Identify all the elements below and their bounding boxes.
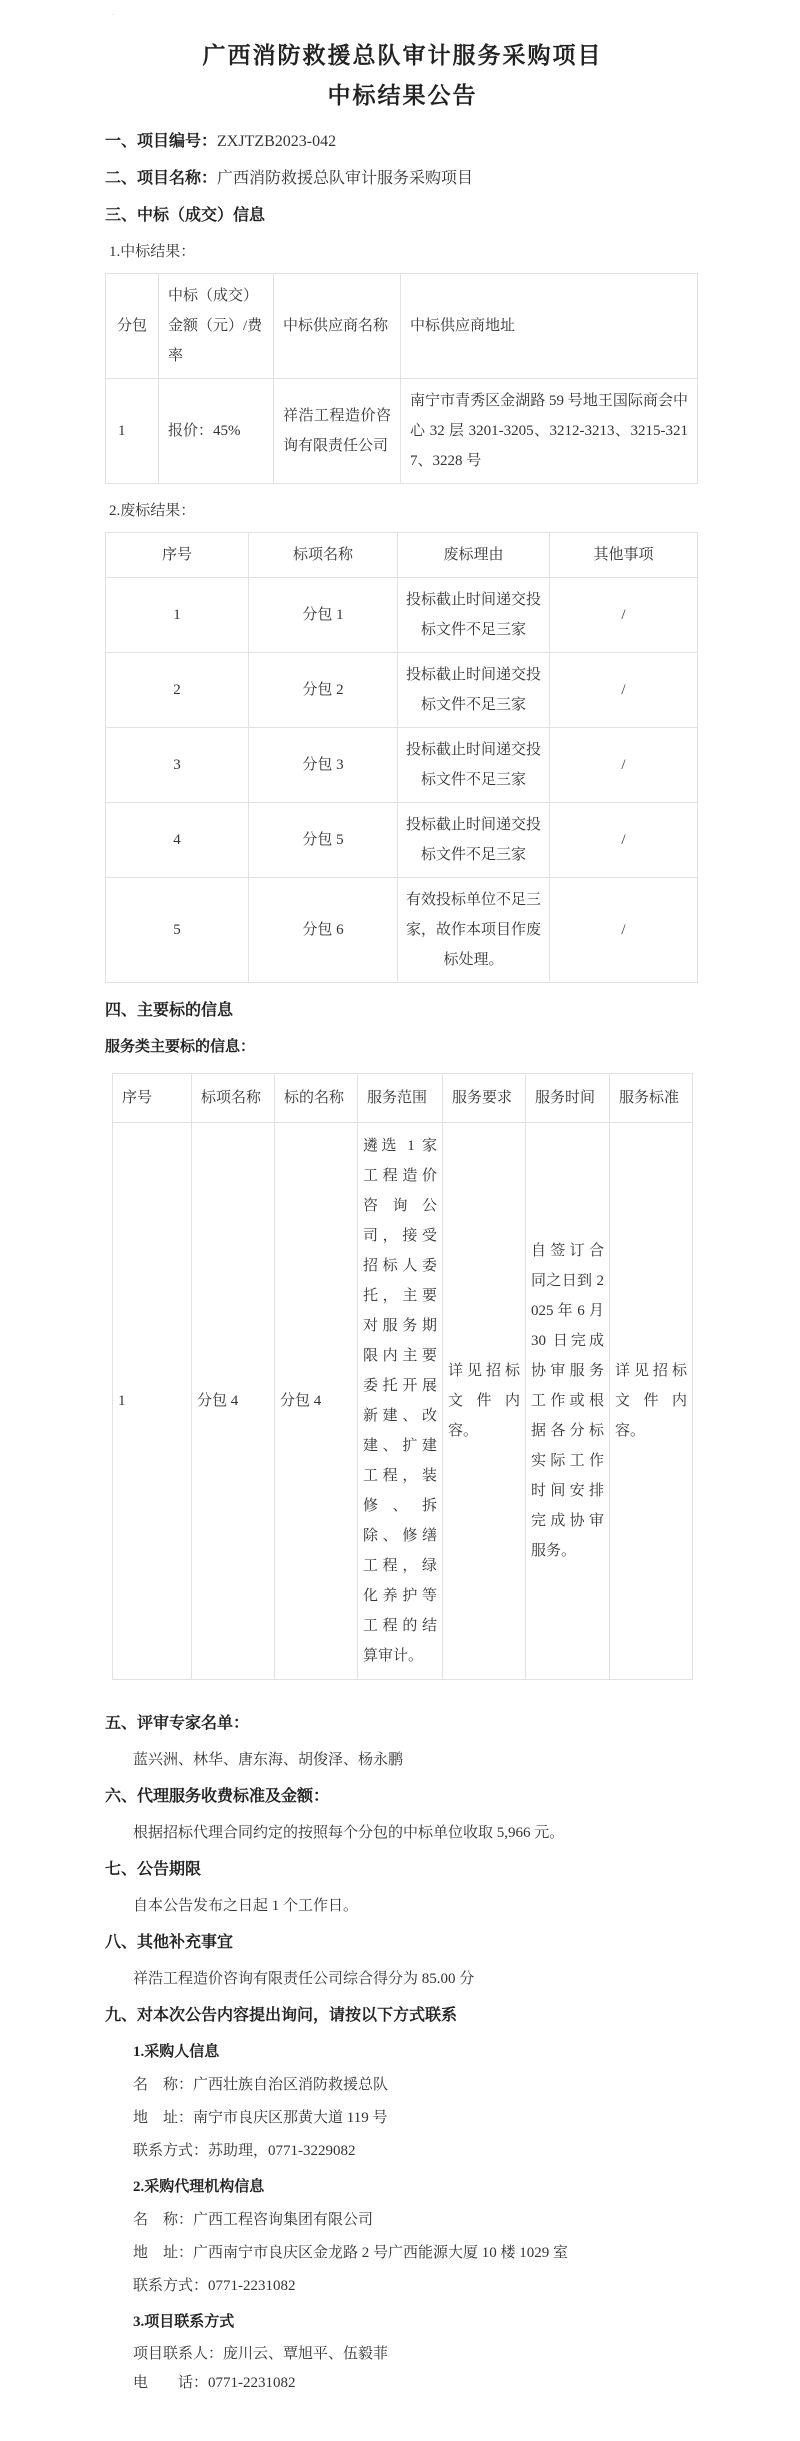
column-header: 序号 — [106, 533, 249, 578]
column-header: 分包 — [106, 274, 159, 379]
project-contact-title: 3.项目联系方式 — [133, 2314, 235, 2330]
column-header: 其他事项 — [550, 533, 698, 578]
supplier-name-cell: 祥浩工程造价咨询有限责任公司 — [274, 379, 401, 484]
award-result-subtitle: 1.中标结果： — [109, 244, 196, 260]
purchaser-info-title: 1.采购人信息 — [133, 2044, 220, 2060]
seq-cell: 5 — [106, 878, 249, 983]
other-cell: / — [550, 578, 698, 653]
reason-cell: 投标截止时间递交投标文件不足三家 — [398, 803, 550, 878]
agency-name: 名 称：广西工程咨询集团有限公司 — [133, 2212, 374, 2228]
table-row — [106, 728, 698, 803]
table-row — [106, 578, 698, 653]
experts-names: 蓝兴洲、林华、唐东海、胡俊泽、杨永鹏 — [133, 1752, 404, 1768]
lot-name-cell: 分包 4 — [192, 1123, 275, 1680]
seq-cell: 1 — [113, 1123, 192, 1680]
lot-name-cell: 分包 5 — [249, 803, 398, 878]
award-result-table — [105, 273, 698, 484]
purchaser-phone: 联系方式：苏助理，0771-3229082 — [133, 2143, 356, 2159]
table-row — [106, 653, 698, 728]
table-row — [106, 379, 698, 484]
other-cell: / — [550, 728, 698, 803]
column-header: 序号 — [113, 1074, 192, 1123]
project-name-value: 广西消防救援总队审计服务采购项目 — [217, 170, 474, 187]
seq-cell: 4 — [106, 803, 249, 878]
reason-cell: 投标截止时间递交投标文件不足三家 — [398, 653, 550, 728]
supplement-body: 祥浩工程造价咨询有限责任公司综合得分为 85.00 分 — [133, 1971, 475, 1987]
main-subject-table — [112, 1073, 693, 1680]
agency-info-title: 2.采购代理机构信息 — [133, 2179, 265, 2195]
page-title-line2: 中标结果公告 — [327, 83, 478, 108]
table-row — [113, 1123, 693, 1680]
project-number-line — [105, 130, 700, 153]
table-header-row — [106, 533, 698, 578]
subject-name-cell: 分包 4 — [275, 1123, 358, 1680]
table-header-row — [113, 1074, 693, 1123]
reason-cell: 投标截止时间递交投标文件不足三家 — [398, 728, 550, 803]
column-header: 中标供应商地址 — [401, 274, 698, 379]
purchaser-address: 地 址：南宁市良庆区那黄大道 119 号 — [133, 2110, 388, 2126]
service-scope-cell: 遴选 1 家工程造价咨询公司，接受招标人委托，主要对服务期限内主要委托开展新建、改建、扩建工程，装修、拆除、修缮工程，绿化养护等工程的结算审计。 — [358, 1123, 443, 1680]
table-row — [106, 878, 698, 983]
seq-cell: 2 — [106, 653, 249, 728]
invalid-bid-table — [105, 532, 698, 983]
column-header: 中标（成交）金额（元）/费率 — [159, 274, 274, 379]
package-cell: 1 — [106, 379, 159, 484]
agency-fee-body: 根据招标代理合同约定的按照每个分包的中标单位收取 5,966 元。 — [133, 1825, 565, 1841]
main-subject-heading: 四、主要标的信息 — [105, 1002, 234, 1019]
notice-period-body: 自本公告发布之日起 1 个工作日。 — [133, 1898, 359, 1914]
project-number-label: 一、项目编号： — [105, 133, 218, 150]
lot-name-cell: 分包 1 — [249, 578, 398, 653]
table-header-row — [106, 274, 698, 379]
column-header: 服务时间 — [526, 1074, 610, 1123]
other-cell: / — [550, 653, 698, 728]
experts-heading: 五、评审专家名单： — [105, 1715, 250, 1732]
column-header: 标项名称 — [192, 1074, 275, 1123]
column-header: 标项名称 — [249, 533, 398, 578]
project-contact-person: 项目联系人：庞川云、覃旭平、伍毅菲 — [133, 2346, 389, 2362]
column-header: 废标理由 — [398, 533, 550, 578]
award-info-heading: 三、中标（成交）信息 — [105, 207, 266, 224]
supplier-address-cell: 南宁市青秀区金湖路 59 号地王国际商会中心 32 层 3201-3205、3212-3213、3215-3217、3228 号 — [401, 379, 698, 484]
column-header: 服务要求 — [443, 1074, 526, 1123]
column-header: 中标供应商名称 — [274, 274, 401, 379]
notice-period-heading: 七、公告期限 — [105, 1861, 202, 1878]
reason-cell: 有效投标单位不足三家，故作本项目作废标处理。 — [398, 878, 550, 983]
project-contact-phone: 电 话：0771-2231082 — [133, 2375, 296, 2391]
service-time-cell: 自签订合同之日到 2025 年 6 月 30 日完成协审服务工作或根据各分标实际工作时间安排完成协审服务。 — [526, 1123, 610, 1680]
lot-name-cell: 分包 2 — [249, 653, 398, 728]
lot-name-cell: 分包 6 — [249, 878, 398, 983]
project-name-line — [105, 167, 700, 190]
lot-name-cell: 分包 3 — [249, 728, 398, 803]
seq-cell: 1 — [106, 578, 249, 653]
supplement-heading: 八、其他补充事宜 — [105, 1934, 234, 1951]
reason-cell: 投标截止时间递交投标文件不足三家 — [398, 578, 550, 653]
agency-fee-heading: 六、代理服务收费标准及金额： — [105, 1788, 330, 1805]
agency-address: 地 址：广西南宁市良庆区金龙路 2 号广西能源大厦 10 楼 1029 室 — [133, 2245, 569, 2261]
purchaser-name: 名 称：广西壮族自治区消防救援总队 — [133, 2077, 389, 2093]
service-standard-cell: 详见招标文件内容。 — [610, 1123, 693, 1680]
other-cell: / — [550, 803, 698, 878]
service-subject-subheading: 服务类主要标的信息： — [105, 1039, 256, 1055]
project-name-label: 二、项目名称： — [105, 170, 218, 187]
project-number-value: ZXJTZB2023-042 — [217, 133, 337, 150]
seq-cell: 3 — [106, 728, 249, 803]
other-cell: / — [550, 878, 698, 983]
stray-artifact: . — [112, 8, 115, 17]
column-header: 服务范围 — [358, 1074, 443, 1123]
column-header: 标的名称 — [275, 1074, 358, 1123]
column-header: 服务标准 — [610, 1074, 693, 1123]
service-requirement-cell: 详见招标文件内容。 — [443, 1123, 526, 1680]
table-row — [106, 803, 698, 878]
page-title-line1: 广西消防救援总队审计服务采购项目 — [202, 43, 603, 68]
invalid-result-subtitle: 2.废标结果： — [109, 503, 196, 519]
contact-section-heading: 九、对本次公告内容提出询问，请按以下方式联系 — [105, 2007, 458, 2024]
amount-cell: 报价：45% — [159, 379, 274, 484]
agency-phone: 联系方式：0771-2231082 — [133, 2278, 296, 2294]
